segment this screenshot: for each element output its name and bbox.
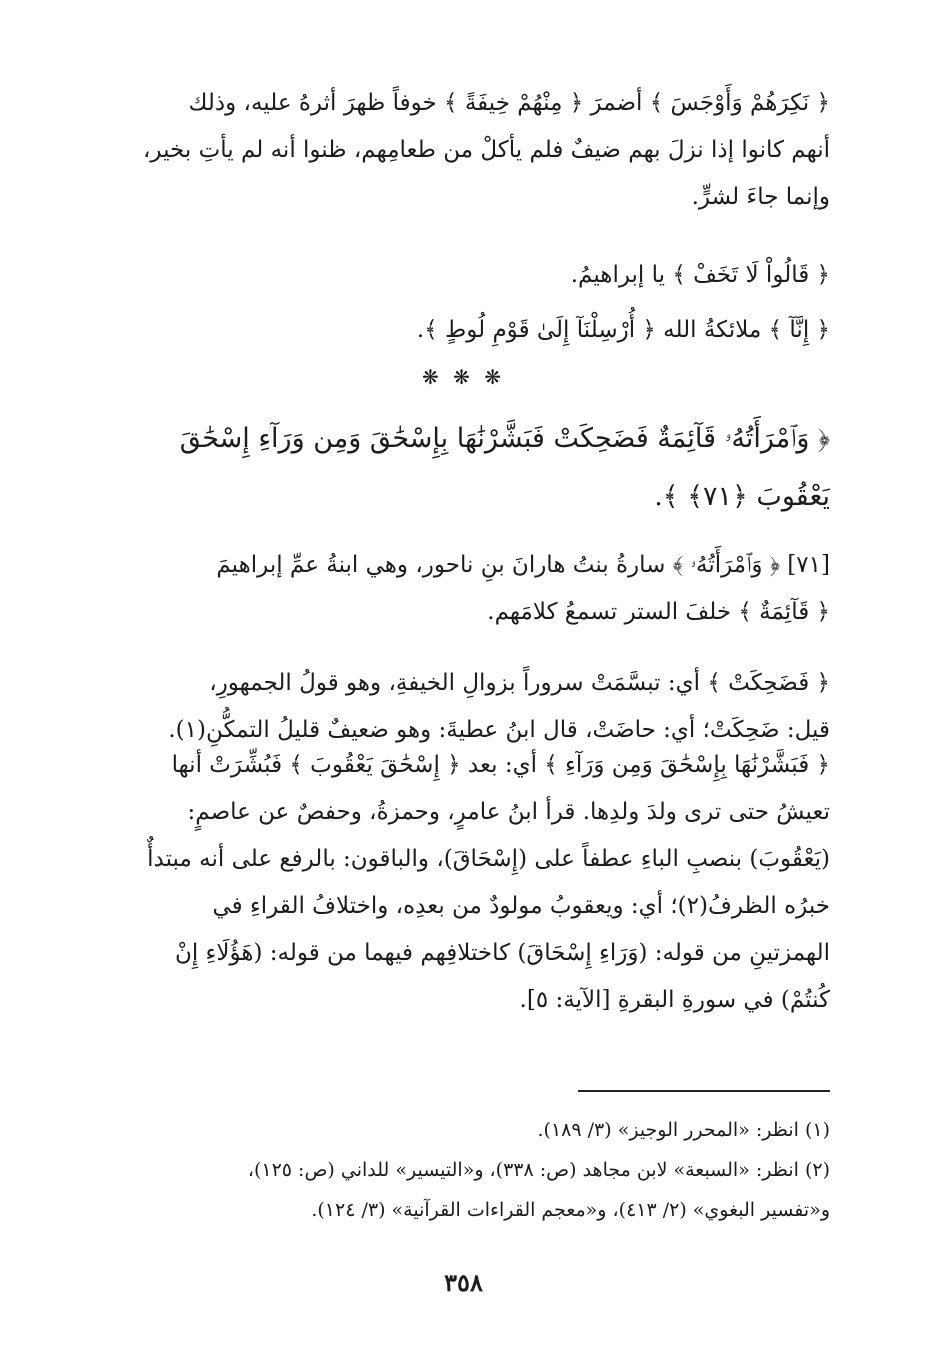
text-line: خبرُه الظرفُ(٢)؛ أي: ويعقوبُ مولودٌ من بعدِه، واختلافُ القراءِ في xyxy=(212,893,830,919)
footnote-2-continued: و«تفسير البغوي» (٢/ ٤١٣)، و«معجم القراءات القرآنية» (٣/ ١٢٤). xyxy=(311,1199,830,1221)
text-line: الهمزتينِ من قوله: (وَرَاءِ إِسْحَاقَ) كاختلافِهم فيهما من قوله: (هَؤُلَاءِ إِنْ xyxy=(174,940,830,966)
verse-line: ﴿ وَٱمْرَأَتُهُۥ قَآئِمَةٌ فَضَحِكَتْ فَبَشَّرْنَٰهَا بِإِسْحَٰقَ وَمِن وَرَآءِ إِسْحَٰقَ xyxy=(179,423,830,454)
commentary-laughed xyxy=(95,660,830,754)
text-line: ﴿ إِنَّآ ﴾ ملائكةُ الله ﴿ أُرْسِلْنَآ إِلَىٰ قَوْمِ لُوطٍ ﴾. xyxy=(416,317,830,343)
footnotes xyxy=(95,1110,830,1230)
page-number: ٣٥٨ xyxy=(444,1268,483,1297)
paragraph-tafsir-2 xyxy=(95,252,830,299)
footnote-divider xyxy=(578,1090,830,1092)
commentary-glad-tidings xyxy=(95,742,830,1024)
quran-verse xyxy=(95,410,830,526)
text-line: [٧١] ﴿ وَٱمْرَأَتُهُۥ ﴾ سارةُ بنتُ هارانَ بنِ ناحور، وهي ابنةُ عمِّ إبراهيمَ xyxy=(216,552,830,578)
text-line: ﴿ قَالُواْ لَا تَخَفْ ﴾ يا إبراهيمُ. xyxy=(570,262,830,288)
text-line: أنهم كانوا إذا نزلَ بهم ضيفٌ فلم يأكلْ من طعامِهم، ظنوا أنه لم يأتِ بخير، xyxy=(142,137,830,163)
section-separator: ❋ ❋ ❋ xyxy=(422,365,505,389)
footnote-1: (١) انظر: «المحرر الوجيز» (٣/ ١٨٩). xyxy=(537,1119,830,1141)
text-line: ﴿ قَآئِمَةٌ ﴾ خلفَ الستر تسمعُ كلامَهم. xyxy=(487,599,830,625)
paragraph-tafsir-3 xyxy=(95,307,830,354)
commentary-verse-71 xyxy=(95,542,830,636)
text-line: ﴿ فَضَحِكَتْ ﴾ أي: تبسَّمَتْ سروراً بزوالِ الخيفةِ، وهو قولُ الجمهورِ، xyxy=(209,670,830,696)
text-line: كُنتُمْ) في سورةِ البقرةِ [الآية: ٥]. xyxy=(519,987,830,1013)
verse-line: يَعْقُوبَ ﴿٧١﴾ ﴾. xyxy=(654,481,830,512)
text-line: (يَعْقُوبَ) بنصبِ الباءِ عطفاً على (إِسْحَاقَ)، والباقون: بالرفع على أنه مبتدأٌ xyxy=(147,846,830,872)
text-line: قيل: ضَحِكَتْ؛ أي: حاضَتْ، قال ابنُ عطيةَ: وهو ضعيفٌ قليلُ التمكُّنِ(١). xyxy=(168,717,830,743)
text-line: ﴿ نَكِرَهُمْ وَأَوْجَسَ ﴾ أضمرَ ﴿ مِنْهُمْ خِيفَةً ﴾ خوفاً ظهرَ أثرهُ عليه، وذلك xyxy=(188,90,830,116)
text-line: ﴿ فَبَشَّرْنَٰهَا بِإِسْحَٰقَ وَمِن وَرَآءِ ﴾ أي: بعد ﴿ إِسْحَٰقَ يَعْقُوبَ ﴾ فَبُشِّرَتْ أنها xyxy=(171,752,830,778)
text-line: تعيشُ حتى ترى ولدَ ولدِها. قرأ ابنُ عامرٍ، وحمزةُ، وحفصٌ عن عاصمٍ: xyxy=(187,799,830,825)
paragraph-tafsir-1 xyxy=(95,80,830,221)
footnote-2: (٢) انظر: «السبعة» لابن مجاهد (ص: ٣٣٨)، و«التيسير» للداني (ص: ١٢٥)، xyxy=(247,1159,830,1181)
text-line: وإنما جاءَ لشرٍّ. xyxy=(691,184,830,210)
